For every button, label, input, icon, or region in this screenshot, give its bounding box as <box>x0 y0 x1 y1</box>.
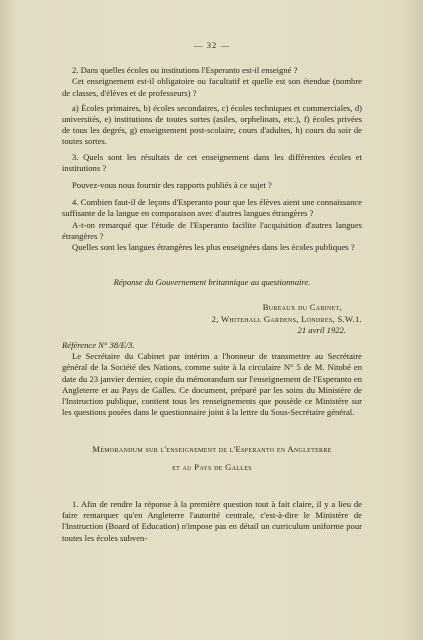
address-line-2: 2, Whitehall Gardens, Londres, S.W.1. <box>211 313 362 324</box>
page-number: — 32 — <box>194 40 230 50</box>
question-3: 3. Quels sont les résultats de cet enseignement dans les différentes écoles et institutions ? <box>62 151 362 173</box>
question-2-options: a) Écoles primaires, b) écoles secondaires, c) écoles techniques et commerciales, d) universités, e) institutions de toutes sortes (asiles, orphelinats, etc.), f) écoles privées de tous les degrés, g) enseignement post-scolaire, cours d'adultes, h) cours du soir de toutes sortes. <box>62 102 362 147</box>
question-3-detail: Pouvez-vous nous fournir des rapports publiés à ce sujet ? <box>72 180 272 191</box>
memo-title-line-2: et au Pays de Galles <box>172 461 252 472</box>
memo-paragraph-1: 1. Afin de rendre la réponse à la première question tout à fait claire, il y a lieu de faire remarquer qu'en Angleterre l'autorité centrale, c'est-à-dire le Ministère de l'Instruction (Board of Education) n'impose pas en détail un curriculum uniforme pour toutes les écoles subven- <box>62 498 362 543</box>
memo-title-line-1: Mémorandum sur l'enseignement de l'Esperanto en Angleterre <box>92 444 332 455</box>
cover-letter: Le Secrétaire du Cabinet par intérim a l'honneur de transmettre au Secrétaire général de la Société des Nations, comme suite à la circulaire N° 5 de M. Nitobé en date du 23 janvier dernier, copie du mémorandum sur l'enseignement de l'Esperanto en Angleterre et au Pays de Galles. Ce document, préparé par les soins du Ministère de l'Instruction publique, contient tous les renseignements que possède ce Ministère sur les questions posées dans le questionnaire joint à la lettre du Sous-Secrétaire général. <box>62 351 362 418</box>
address-line-1: Bureaux du Cabinet, <box>262 302 342 313</box>
address-date: 21 avril 1922. <box>297 324 346 335</box>
reply-heading: Réponse du Gouvernement britannique au questionnaire. <box>113 277 311 288</box>
reference: Référence N° 38/E/3. <box>62 340 135 351</box>
question-2: 2. Dans quelles écoles ou institutions l'Esperanto est-il enseigné ? <box>72 65 298 76</box>
question-4-detail-1: A-t-on remarqué que l'étude de l'Esperanto facilite l'acquisition d'autres langues étrangères ? <box>62 219 362 241</box>
question-4: 4. Combien faut-il de leçons d'Esperanto pour que les élèves aient une connaissance suffisante de la langue en comparaison avec d'autres langues étrangères ? <box>62 197 362 219</box>
question-4-detail-2: Quelles sont les langues étrangères les plus enseignées dans les écoles publiques ? <box>72 242 355 253</box>
page-text <box>62 40 362 544</box>
question-2-detail: Cet enseignement est-il obligatoire ou facultatif et quelle est son étendue (nombre de classes, d'élèves et de professeurs) ? <box>62 76 362 98</box>
